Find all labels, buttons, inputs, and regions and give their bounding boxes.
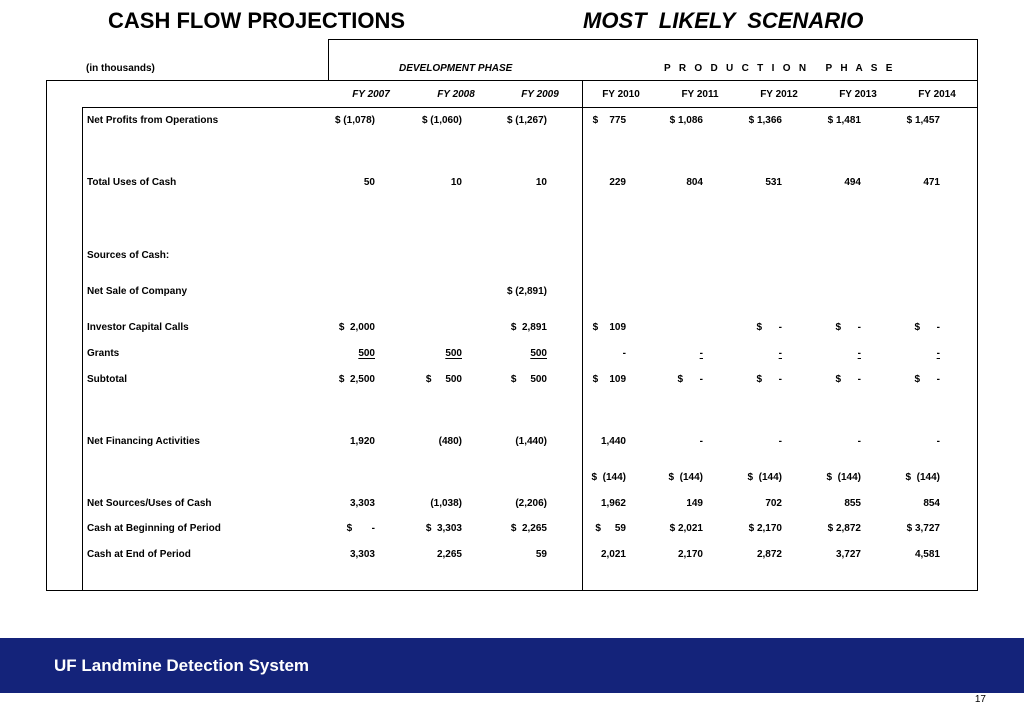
table-cell: - [936, 348, 940, 359]
table-cell: 471 [923, 177, 940, 188]
table-cell: $ 3,303 [425, 523, 462, 534]
table-cell: $ (2,891) [506, 286, 547, 297]
row-label: Subtotal [87, 374, 127, 385]
dev-phase-left-border [328, 39, 329, 80]
year-header: FY 2010 [602, 89, 640, 100]
table-cell: 50 [363, 177, 375, 188]
table-cell: (1,440) [515, 436, 547, 447]
row-label: Grants [87, 348, 120, 359]
table-cell: 229 [609, 177, 626, 188]
table-cell: $ (144) [747, 472, 782, 483]
table-cell: 494 [844, 177, 861, 188]
footer-title: UF Landmine Detection System [54, 656, 310, 675]
table-cell: $ 1,366 [748, 115, 782, 126]
table-cell: 500 [530, 348, 547, 359]
year-header-divider [82, 107, 978, 108]
table-cell: 3,303 [349, 498, 375, 509]
table-cell: $ 2,872 [827, 523, 861, 534]
header-divider [46, 80, 978, 81]
table-cell: $ - [677, 374, 703, 385]
year-header: FY 2009 [521, 89, 559, 100]
table-cell: $ - [914, 322, 940, 333]
table-cell: 149 [686, 498, 703, 509]
production-phase-label: P R O D U C T I O N P H A S E [664, 63, 893, 74]
table-cell: $ 2,000 [338, 322, 375, 333]
table-cell: $ (1,078) [334, 115, 375, 126]
table-cell: $ 2,170 [748, 523, 782, 534]
table-cell: 804 [686, 177, 703, 188]
table-cell: 4,581 [914, 549, 940, 560]
table-cell: (480) [438, 436, 462, 447]
table-cell: $ (144) [591, 472, 626, 483]
year-header: FY 2008 [437, 89, 475, 100]
table-cell: (2,206) [515, 498, 547, 509]
table-cell: - [936, 436, 940, 447]
table-cell: $ (144) [668, 472, 703, 483]
table-cell: - [622, 348, 626, 359]
row-label: Net Profits from Operations [87, 115, 219, 126]
table-cell: $ 2,021 [669, 523, 703, 534]
table-cell: - [778, 436, 782, 447]
table-cell: $ 775 [592, 115, 626, 126]
table-cell: $ 109 [592, 374, 626, 385]
table-cell: $ - [914, 374, 940, 385]
table-cell: 59 [535, 549, 547, 560]
row-label: Total Uses of Cash [87, 177, 177, 188]
row-label: Net Sources/Uses of Cash [87, 498, 212, 509]
table-cell: $ (144) [826, 472, 861, 483]
table-cell: 1,962 [600, 498, 626, 509]
table-cell: $ (1,267) [506, 115, 547, 126]
table-cell: 10 [535, 177, 547, 188]
table-cell: $ 59 [595, 523, 626, 534]
table-cell: $ 2,500 [338, 374, 375, 385]
table-cell: 2,170 [677, 549, 703, 560]
table-cell: $ 500 [425, 374, 462, 385]
table-cell: $ 1,481 [827, 115, 861, 126]
year-header: FY 2012 [760, 89, 798, 100]
table-cell: - [857, 348, 861, 359]
page-title: CASH FLOW PROJECTIONS [108, 8, 406, 33]
table-cell: 531 [765, 177, 782, 188]
table-cell: - [857, 436, 861, 447]
page-number: 17 [974, 694, 986, 705]
row-label: Investor Capital Calls [87, 322, 189, 333]
table-cell: - [699, 348, 703, 359]
table-cell: 1,440 [600, 436, 626, 447]
units-label: (in thousands) [86, 63, 155, 74]
row-label: Cash at End of Period [87, 549, 191, 560]
table-cell: - [699, 436, 703, 447]
table-cell: $ (144) [905, 472, 940, 483]
table-cell: 2,265 [436, 549, 462, 560]
row-label: Net Financing Activities [87, 436, 200, 447]
table-cell: $ 1,457 [906, 115, 940, 126]
table-cell: $ - [756, 374, 782, 385]
year-header: FY 2014 [918, 89, 956, 100]
row-label: Cash at Beginning of Period [87, 523, 221, 534]
table-cell: - [778, 348, 782, 359]
development-phase-label: DEVELOPMENT PHASE [399, 63, 513, 74]
row-label: Net Sale of Company [87, 286, 188, 297]
table-cell: $ - [835, 322, 861, 333]
table-cell: $ 2,265 [510, 523, 547, 534]
label-column-border [82, 107, 83, 591]
year-header: FY 2011 [681, 89, 719, 100]
table-top-border [328, 39, 978, 40]
table-bottom-border [46, 590, 978, 591]
table-cell: $ - [835, 374, 861, 385]
row-label: Sources of Cash: [87, 250, 170, 261]
table-cell: $ 2,891 [510, 322, 547, 333]
table-cell: 10 [450, 177, 462, 188]
table-cell: $ 109 [592, 322, 626, 333]
table-cell: (1,038) [430, 498, 462, 509]
table-cell: 1,920 [349, 436, 375, 447]
table-cell: 500 [358, 348, 375, 359]
year-header: FY 2007 [352, 89, 390, 100]
table-cell: $ (1,060) [421, 115, 462, 126]
table-cell: $ 500 [510, 374, 547, 385]
table-cell: 702 [765, 498, 782, 509]
phase-divider [582, 80, 583, 591]
table-cell: 2,872 [756, 549, 782, 560]
table-cell: 3,303 [349, 549, 375, 560]
table-cell: 3,727 [835, 549, 861, 560]
table-cell: $ - [346, 523, 375, 534]
year-header: FY 2013 [839, 89, 877, 100]
table-cell: $ - [756, 322, 782, 333]
scenario-title: MOST LIKELY SCENARIO [583, 8, 864, 33]
table-cell: 500 [445, 348, 462, 359]
table-left-border [46, 80, 47, 591]
table-cell: 854 [923, 498, 940, 509]
table-cell: $ 1,086 [669, 115, 703, 126]
table-right-border [977, 39, 978, 591]
table-cell: 2,021 [600, 549, 626, 560]
table-cell: 855 [844, 498, 861, 509]
table-cell: $ 3,727 [906, 523, 940, 534]
